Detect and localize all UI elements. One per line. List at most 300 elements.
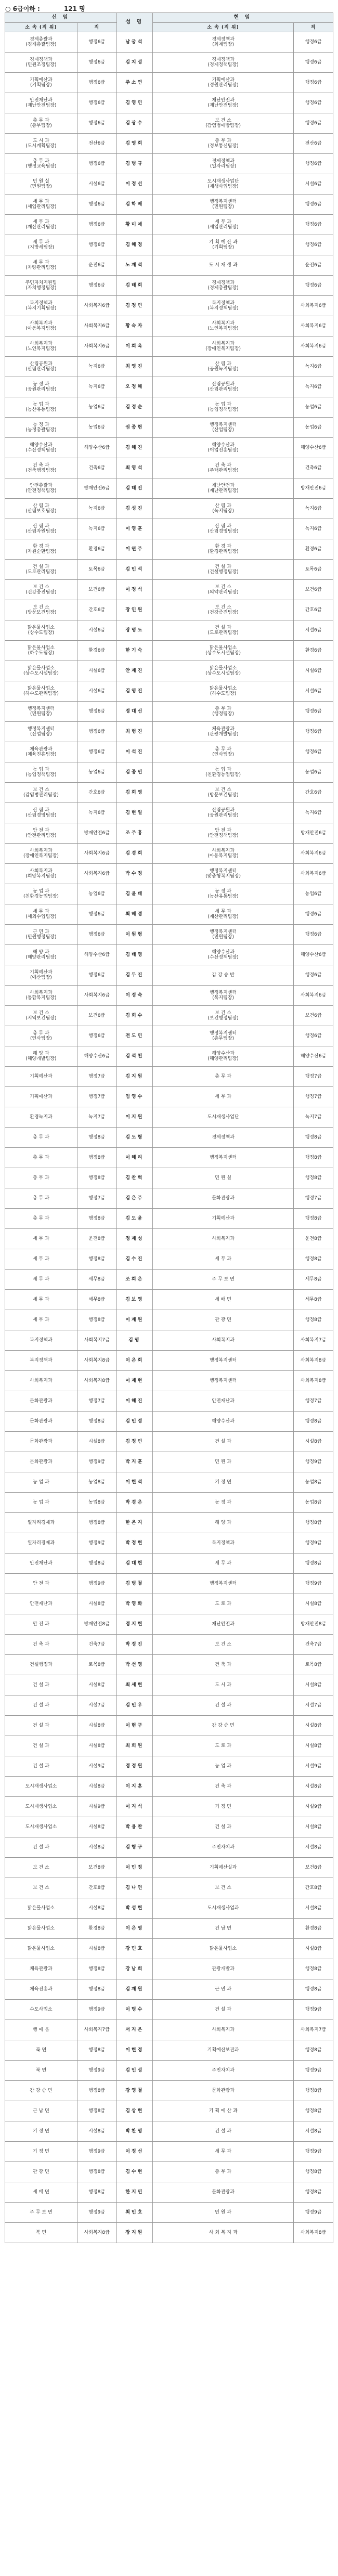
- new-rank-cell: [77, 1736, 116, 1756]
- new-dept-cell: [5, 2020, 77, 2040]
- current-rank-cell: [294, 884, 333, 904]
- name-cell-text: 오정해: [125, 384, 144, 390]
- name-cell-text: 임영수: [125, 1094, 144, 1099]
- table-row: [5, 539, 333, 560]
- current-dept-cell-text: 보 건 소: [215, 585, 231, 590]
- new-dept-cell: [5, 276, 77, 296]
- current-dept-cell-text: (정보통신팀장): [207, 144, 239, 149]
- current-dept-cell-text: 농 정 과: [215, 889, 231, 894]
- new-rank-cell-text: 행정8급: [88, 1987, 106, 1992]
- header-current-dept: 소 속 (직 위): [152, 23, 293, 32]
- new-rank-cell: [77, 864, 116, 884]
- current-dept-cell-text: (노인복지팀장): [207, 326, 239, 331]
- current-rank-cell-text: 행정8급: [305, 2169, 322, 2174]
- new-dept-cell: [5, 1858, 77, 1878]
- current-rank-cell: [294, 1290, 333, 1310]
- current-rank-cell: [294, 1756, 333, 1777]
- current-rank-cell: [294, 904, 333, 925]
- current-dept-cell-text: 주 무 보 면: [212, 1277, 235, 1282]
- header-new-rank: 직: [77, 23, 116, 32]
- new-dept-cell: [5, 681, 77, 702]
- new-dept-cell-text: 도시재생사업소: [25, 1824, 57, 1830]
- current-rank-cell-text: 방재안전6급: [301, 486, 327, 491]
- current-dept-cell-text: (경제정책팀장): [207, 62, 239, 68]
- current-rank-cell: [294, 1959, 333, 1979]
- new-rank-cell-text: 방재안전8급: [84, 1622, 110, 1627]
- new-dept-cell: [5, 73, 77, 93]
- name-cell-text: 이재현: [125, 1378, 144, 1383]
- current-rank-cell: [294, 1371, 333, 1391]
- current-dept-cell-text: (상수도시설팀장): [205, 671, 241, 676]
- current-rank-cell: [294, 215, 333, 235]
- current-rank-cell: [294, 641, 333, 661]
- new-rank-cell-text: 해양수산6급: [84, 952, 110, 957]
- table-row: [5, 478, 333, 499]
- new-rank-cell: [77, 580, 116, 600]
- name-cell-text: 한지민: [125, 2190, 144, 2195]
- current-dept-cell-text: 기 정 면: [215, 1804, 231, 1809]
- current-dept-cell-text: 행정복지센터: [210, 929, 237, 935]
- header-current: 현 임: [152, 13, 333, 23]
- name-cell: [116, 1695, 152, 1716]
- name-cell: [116, 336, 152, 357]
- current-dept-cell-text: (재산관리팀장): [207, 914, 239, 920]
- current-rank-cell-text: 건축6급: [305, 465, 322, 471]
- name-cell: [116, 1310, 152, 1330]
- new-rank-cell: [77, 1087, 116, 1107]
- new-rank-cell: [77, 823, 116, 844]
- current-rank-cell-text: 행정6급: [305, 242, 322, 248]
- new-dept-cell-text: 세 무 과: [33, 1297, 49, 1302]
- new-rank-cell: [77, 2061, 116, 2081]
- name-cell-text: 김정순: [125, 405, 144, 410]
- current-rank-cell-text: 행정7급: [305, 1399, 322, 1404]
- new-dept-cell-text: 맑은물사업소: [27, 666, 55, 671]
- new-rank-cell-text: 행정6급: [88, 202, 106, 207]
- name-cell: [116, 2000, 152, 2020]
- name-cell-text: 황숙자: [125, 323, 144, 329]
- new-rank-cell-text: 행정9급: [88, 2210, 106, 2215]
- current-dept-cell-text: 기 획 예 산 과: [209, 2108, 238, 2114]
- new-dept-cell-text: (지방세팀장): [28, 245, 55, 250]
- new-dept-cell-text: 근 남 면: [33, 2108, 49, 2114]
- table-row: [5, 174, 333, 195]
- name-cell: [116, 519, 152, 539]
- name-cell-text: 정재성: [125, 1236, 144, 1241]
- current-dept-cell-text: 세 무 과: [215, 909, 231, 914]
- new-rank-cell-text: 녹지6급: [88, 526, 106, 532]
- name-cell: [116, 1858, 152, 1878]
- new-rank-cell: [77, 945, 116, 965]
- new-dept-cell: [5, 1817, 77, 1837]
- new-dept-cell: [5, 1452, 77, 1472]
- table-row: [5, 418, 333, 438]
- current-rank-cell-text: 시설8급: [305, 1906, 322, 1911]
- current-dept-cell-text: 건 축 과: [215, 463, 231, 468]
- new-rank-cell-text: 보건6급: [88, 1013, 106, 1018]
- new-dept-cell-text: (아동복지팀장): [25, 326, 57, 331]
- current-rank-cell-text: 사회복지8급: [301, 2230, 327, 2235]
- current-dept-cell-text: (맞춤형복지팀장): [205, 874, 241, 879]
- new-rank-cell: [77, 1817, 116, 1837]
- current-dept-cell-text: (행정팀장): [212, 711, 234, 717]
- new-dept-cell: [5, 2182, 77, 2203]
- new-dept-cell-text: 북 면: [35, 2048, 47, 2053]
- current-rank-cell: [294, 2203, 333, 2223]
- current-dept-cell: [152, 113, 293, 134]
- name-cell-text: 이은영: [125, 1926, 144, 1931]
- current-dept-cell-text: 감 강 승 면: [212, 1723, 235, 1728]
- new-dept-cell: [5, 539, 77, 560]
- current-dept-cell: [152, 2142, 293, 2162]
- table-row: [5, 864, 333, 884]
- name-cell: [116, 1878, 152, 1898]
- name-cell-text: 이은희: [125, 1358, 144, 1363]
- new-rank-cell-text: 행정8급: [88, 1175, 106, 1181]
- new-dept-cell: [5, 397, 77, 418]
- new-dept-cell-text: 복지정책과: [30, 1338, 53, 1343]
- new-dept-cell: [5, 2101, 77, 2121]
- new-rank-cell: [77, 2020, 116, 2040]
- new-rank-cell: [77, 1858, 116, 1878]
- current-rank-cell-text: 행정8급: [305, 1966, 322, 1972]
- current-dept-cell-text: 건 남 면: [215, 1926, 231, 1931]
- current-dept-cell: [152, 1858, 293, 1878]
- current-dept-cell-text: 복지정책과: [212, 301, 235, 306]
- current-dept-cell-text: 도 시 재 생 과: [209, 263, 238, 268]
- current-dept-cell-text: 세 배 면: [215, 1297, 231, 1302]
- current-dept-cell: [152, 1087, 293, 1107]
- current-rank-cell-text: 행정7급: [305, 1094, 322, 1099]
- table-row: [5, 904, 333, 925]
- name-cell: [116, 1675, 152, 1695]
- new-dept-cell: [5, 1797, 77, 1817]
- name-cell-text: 이지석: [125, 1804, 144, 1809]
- table-row: [5, 600, 333, 620]
- current-rank-cell-text: 사회복지6급: [301, 993, 327, 998]
- new-dept-cell: [5, 1026, 77, 1046]
- current-rank-cell: [294, 1249, 333, 1270]
- new-dept-cell: [5, 1229, 77, 1249]
- current-rank-cell-text: 시설6급: [305, 628, 322, 633]
- new-rank-cell-text: 시설8급: [88, 1723, 106, 1728]
- current-rank-cell: [294, 1148, 333, 1168]
- new-dept-cell: [5, 1777, 77, 1797]
- new-rank-cell: [77, 1128, 116, 1148]
- new-dept-cell-text: (재난안전팀장): [25, 103, 57, 108]
- new-dept-cell: [5, 580, 77, 600]
- table-row: [5, 1614, 333, 1635]
- new-dept-cell-text: 농 업 과: [33, 767, 49, 772]
- new-rank-cell-text: 행정6급: [88, 912, 106, 917]
- current-dept-cell-text: 건 설 과: [215, 625, 231, 630]
- name-cell: [116, 276, 152, 296]
- table-row: [5, 316, 333, 336]
- new-dept-cell: [5, 1270, 77, 1290]
- new-dept-cell-text: 건 설 과: [33, 1743, 49, 1749]
- current-dept-cell-text: (해양관리팀장): [207, 1056, 239, 1062]
- table-row: [5, 1898, 333, 1919]
- current-rank-cell-text: 행정6급: [305, 161, 322, 166]
- name-cell-text: 김종민: [125, 770, 144, 775]
- current-rank-cell: [294, 1412, 333, 1432]
- current-dept-cell-text: 사회복지과: [212, 2027, 235, 2033]
- current-dept-cell-text: 문화관광과: [212, 2088, 235, 2093]
- new-rank-cell-text: 행정6급: [88, 749, 106, 755]
- name-cell-text: 노재석: [125, 263, 144, 268]
- new-dept-cell-text: 해 양 과: [33, 950, 49, 955]
- current-rank-cell-text: 시설8급: [305, 1784, 322, 1789]
- name-cell: [116, 823, 152, 844]
- current-rank-cell-text: 녹지6급: [305, 364, 322, 369]
- new-rank-cell: [77, 478, 116, 499]
- current-dept-cell: [152, 803, 293, 823]
- current-dept-cell-text: (세입관리팀장): [207, 225, 239, 230]
- current-rank-cell: [294, 1472, 333, 1493]
- current-rank-cell-text: 시설6급: [305, 182, 322, 187]
- current-dept-cell: [152, 1513, 293, 1533]
- current-rank-cell-text: 보건8급: [305, 1865, 322, 1870]
- current-dept-cell-text: 건 설 과: [215, 1703, 231, 1708]
- table-row: [5, 32, 333, 53]
- current-dept-cell: [152, 681, 293, 702]
- new-rank-cell-text: 행정7급: [88, 1196, 106, 1201]
- current-dept-cell: [152, 1270, 293, 1290]
- name-cell: [116, 1716, 152, 1736]
- new-rank-cell-text: 행정8급: [88, 1966, 106, 1972]
- current-dept-cell-text: 보 건 소: [215, 787, 231, 793]
- caption-count: 121 명: [63, 5, 85, 12]
- name-cell: [116, 1513, 152, 1533]
- new-rank-cell: [77, 1493, 116, 1513]
- new-rank-cell: [77, 965, 116, 986]
- current-dept-cell: [152, 2223, 293, 2243]
- name-cell-text: 김혜정: [125, 242, 144, 248]
- new-dept-cell-text: 사회복지과: [30, 990, 53, 995]
- name-cell-text: 김두진: [125, 973, 144, 978]
- name-cell-text: 김태영: [125, 952, 144, 957]
- caption-title: ○ 6급이하 :: [5, 5, 40, 12]
- new-dept-cell: [5, 2000, 77, 2020]
- new-dept-cell: [5, 702, 77, 722]
- new-dept-cell-text: (장애인복지팀장): [23, 853, 59, 859]
- current-rank-cell: [294, 1351, 333, 1371]
- current-dept-cell: [152, 1046, 293, 1067]
- current-rank-cell-text: 행정6급: [305, 749, 322, 755]
- new-dept-cell: [5, 641, 77, 661]
- table-row: [5, 2182, 333, 2203]
- name-cell: [116, 1270, 152, 1290]
- new-dept-cell: [5, 1655, 77, 1675]
- current-rank-cell: [294, 1675, 333, 1695]
- new-rank-cell: [77, 1310, 116, 1330]
- name-cell-text: 김희영: [125, 790, 144, 795]
- table-row: [5, 1736, 333, 1756]
- current-dept-cell: [152, 904, 293, 925]
- current-rank-cell: [294, 560, 333, 580]
- current-rank-cell: [294, 2081, 333, 2101]
- current-dept-cell-text: 맑은물사업소: [210, 645, 237, 651]
- new-dept-cell-text: (공원관리팀장): [25, 387, 57, 392]
- new-dept-cell: [5, 215, 77, 235]
- current-dept-cell-text: 세 무 과: [215, 1561, 231, 1566]
- new-rank-cell-text: 녹지7급: [88, 1115, 106, 1120]
- current-dept-cell: [152, 1472, 293, 1493]
- current-dept-cell: [152, 1371, 293, 1391]
- new-dept-cell-text: 맑은물사업소: [27, 625, 55, 630]
- current-dept-cell-text: (장애인복지팀장): [205, 346, 241, 352]
- table-row: [5, 1716, 333, 1736]
- current-dept-cell-text: (재난관리팀장): [207, 488, 239, 494]
- current-dept-cell: [152, 925, 293, 945]
- current-dept-cell: [152, 93, 293, 113]
- new-dept-cell-text: (감염병관리팀장): [23, 793, 59, 798]
- new-rank-cell: [77, 1979, 116, 2000]
- new-dept-cell-text: (산림관리팀장): [25, 367, 57, 372]
- new-rank-cell: [77, 2081, 116, 2101]
- new-rank-cell: [77, 438, 116, 458]
- table-row: [5, 641, 333, 661]
- new-rank-cell: [77, 1107, 116, 1128]
- name-cell: [116, 1330, 152, 1351]
- name-cell: [116, 1594, 152, 1614]
- new-rank-cell: [77, 2223, 116, 2243]
- current-dept-cell-text: 산림공원과: [212, 382, 235, 387]
- current-rank-cell: [294, 113, 333, 134]
- new-dept-cell-text: 사회복지과: [30, 321, 53, 326]
- table-row: [5, 1939, 333, 1959]
- current-rank-cell-text: 행정9급: [305, 1541, 322, 1546]
- new-rank-cell-text: 운전8급: [88, 1236, 106, 1241]
- current-dept-cell: [152, 2040, 293, 2061]
- current-dept-cell: [152, 499, 293, 519]
- name-cell: [116, 1148, 152, 1168]
- name-cell: [116, 478, 152, 499]
- current-dept-cell-text: 맑은물사업소: [210, 1946, 237, 1951]
- table-row: [5, 2000, 333, 2020]
- new-dept-cell-text: 행정복지센터: [27, 706, 55, 711]
- current-dept-cell-text: 기 획 예 산 과: [209, 240, 238, 245]
- new-rank-cell-text: 행정8급: [88, 2190, 106, 2195]
- new-dept-cell: [5, 1513, 77, 1533]
- new-dept-cell-text: 북 면: [35, 2068, 47, 2073]
- new-rank-cell-text: 행정9급: [88, 1541, 106, 1546]
- table-row: [5, 1168, 333, 1188]
- new-dept-cell: [5, 1371, 77, 1391]
- current-rank-cell: [294, 925, 333, 945]
- name-cell: [116, 641, 152, 661]
- new-dept-cell-text: 건 설 과: [33, 1703, 49, 1708]
- table-row: [5, 1128, 333, 1148]
- new-rank-cell-text: 사회복지8급: [84, 1378, 110, 1383]
- current-rank-cell-text: 사회복지6급: [301, 344, 327, 349]
- new-rank-cell-text: 행정8급: [88, 1135, 106, 1140]
- current-rank-cell: [294, 2182, 333, 2203]
- new-rank-cell-text: 간호6급: [88, 790, 106, 795]
- name-cell: [116, 904, 152, 925]
- current-dept-cell-text: 해양수산과: [212, 950, 235, 955]
- new-dept-cell-text: (희망복지팀장): [25, 874, 57, 879]
- current-rank-cell-text: 행정6급: [305, 973, 322, 978]
- name-cell: [116, 620, 152, 641]
- current-rank-cell-text: 사회복지6급: [301, 303, 327, 308]
- current-dept-cell-text: 기획예산과: [212, 77, 235, 83]
- new-rank-cell: [77, 296, 116, 316]
- name-cell: [116, 1188, 152, 1209]
- new-dept-cell-text: 사회복지과: [30, 1378, 53, 1383]
- new-dept-cell-text: (하수도관리팀장): [23, 691, 59, 696]
- current-rank-cell-text: 시설8급: [305, 2129, 322, 2134]
- current-rank-cell-text: 운전6급: [305, 263, 322, 268]
- new-dept-cell: [5, 864, 77, 884]
- current-dept-cell: [152, 2182, 293, 2203]
- current-rank-cell-text: 농업8급: [305, 1480, 322, 1485]
- name-cell: [116, 255, 152, 276]
- new-rank-cell-text: 환경6급: [88, 648, 106, 653]
- name-cell: [116, 1756, 152, 1777]
- new-rank-cell: [77, 53, 116, 73]
- current-rank-cell-text: 해양수산6급: [301, 952, 327, 957]
- current-dept-cell-text: 재난안전과: [212, 98, 235, 103]
- new-rank-cell: [77, 32, 116, 53]
- name-cell: [116, 681, 152, 702]
- current-dept-cell-text: 해양수산과: [212, 1051, 235, 1056]
- new-dept-cell: [5, 478, 77, 499]
- current-rank-cell-text: 전산6급: [305, 141, 322, 146]
- new-dept-cell-text: 민 원 실: [33, 179, 49, 184]
- current-dept-cell-text: (농업정책팀장): [207, 407, 239, 412]
- name-cell: [116, 1128, 152, 1148]
- new-dept-cell-text: (상수도시설팀장): [23, 671, 59, 676]
- current-rank-cell-text: 시설8급: [305, 1682, 322, 1688]
- current-dept-cell-text: (어업진흥팀장): [207, 448, 239, 453]
- new-dept-cell-text: 세 무 과: [33, 219, 49, 225]
- current-rank-cell: [294, 702, 333, 722]
- name-cell-text: 김영희: [125, 141, 144, 146]
- new-rank-cell-text: 간호6급: [88, 607, 106, 613]
- name-cell: [116, 864, 152, 884]
- name-cell-text: 강민호: [125, 1946, 144, 1951]
- current-rank-cell: [294, 1128, 333, 1148]
- new-dept-cell: [5, 1249, 77, 1270]
- current-rank-cell: [294, 1797, 333, 1817]
- new-rank-cell-text: 사회복지6급: [84, 303, 110, 308]
- table-row: [5, 1493, 333, 1513]
- table-row: [5, 1351, 333, 1371]
- new-dept-cell-text: 건 설 과: [33, 1845, 49, 1850]
- new-rank-cell-text: 녹지6급: [88, 364, 106, 369]
- current-rank-cell: [294, 945, 333, 965]
- new-dept-cell-text: (도시계획팀장): [25, 144, 57, 149]
- current-rank-cell-text: 사회복지8급: [301, 1378, 327, 1383]
- current-rank-cell-text: 사회복지7급: [301, 2027, 327, 2033]
- current-dept-cell-text: 경제정책과: [212, 37, 235, 42]
- current-dept-cell-text: 맑은물사업소: [210, 666, 237, 671]
- name-cell: [116, 174, 152, 195]
- new-rank-cell-text: 행정8급: [88, 1561, 106, 1566]
- new-rank-cell: [77, 844, 116, 864]
- current-rank-cell-text: 행정6급: [305, 1033, 322, 1039]
- new-dept-cell: [5, 1046, 77, 1067]
- name-cell-text: 최영석: [125, 465, 144, 471]
- name-cell: [116, 499, 152, 519]
- current-dept-cell: [152, 316, 293, 336]
- new-dept-cell-text: 일자리경제과: [27, 1520, 55, 1525]
- new-rank-cell-text: 행정6급: [88, 80, 106, 85]
- table-row: [5, 823, 333, 844]
- current-dept-cell-text: 총 무 과: [215, 1074, 231, 1079]
- new-rank-cell: [77, 195, 116, 215]
